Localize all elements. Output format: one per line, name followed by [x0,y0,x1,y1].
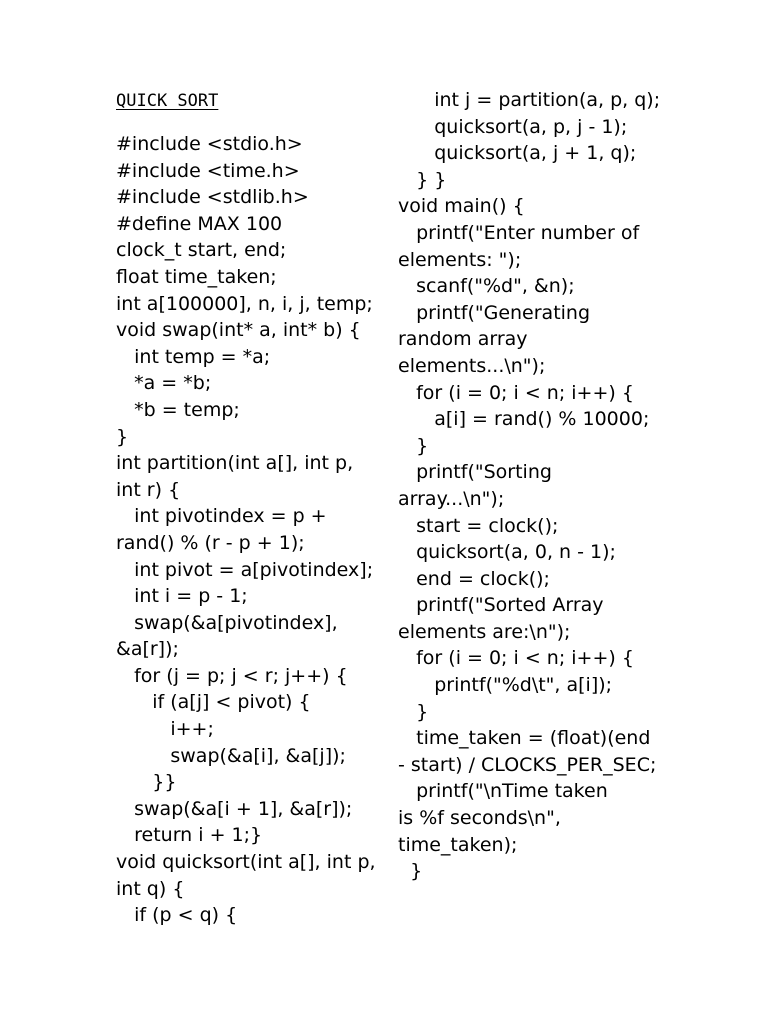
code-line: } } [398,168,447,191]
code-line: #include <stdio.h> [116,133,303,155]
code-line: #include <time.h> [116,159,300,182]
code-line: return i + 1;} [116,824,263,847]
code-line: int r) { [116,478,181,501]
document-title: QUICK SORT [116,91,219,111]
code-line: void quicksort(int a[], int p, [116,851,376,874]
code-line: } [398,860,423,883]
code-line: for (i = 0; i < n; i++) { [398,647,634,670]
code-line: float time_taken; [116,265,277,288]
code-line: a[i] = rand() % 10000; [398,408,650,431]
code-line: int pivot = a[pivotindex]; [116,558,374,581]
code-line: quicksort(a, j + 1, q); [398,142,637,165]
code-line: } [398,700,429,723]
code-line: #define MAX 100 [116,212,283,235]
code-line: quicksort(a, p, j - 1); [398,115,628,138]
code-line: end = clock(); [398,567,550,590]
code-line: for (j = p; j < r; j++) { [116,664,348,687]
code-line: swap(&a[i + 1], &a[r]); [116,797,353,820]
code-line: is %f seconds\n", [398,807,561,830]
code-line: start = clock(); [398,514,559,537]
code-line: elements: "); [398,248,522,271]
code-line: printf("Generating [398,301,591,324]
code-line: scanf("%d", &n); [398,275,575,298]
code-line: int i = p - 1; [116,585,248,608]
code-line: printf("Sorting [398,461,552,484]
code-line: time_taken); [398,833,518,856]
code-line: if (p < q) { [116,904,238,927]
code-column-left [116,131,396,929]
code-line: quicksort(a, 0, n - 1); [398,541,616,564]
code-line: clock_t start, end; [116,239,287,262]
code-line: printf("Enter number of [398,221,640,244]
code-line: } [398,434,429,457]
code-column-right [398,87,698,885]
code-line: int j = partition(a, p, q); [398,89,661,111]
code-line: rand() % (r - p + 1); [116,531,305,554]
code-line: time_taken = (float)(end [398,727,651,750]
code-line: int temp = *a; [116,345,271,368]
code-line: elements...\n"); [398,354,546,377]
code-line: int partition(int a[], int p, [116,452,354,475]
code-line: void swap(int* a, int* b) { [116,319,361,342]
code-line: #include <stdlib.h> [116,186,309,209]
code-line: elements are:\n"); [398,620,571,643]
code-line: swap(&a[pivotindex], [116,611,338,634]
code-line: printf("Sorted Array [398,594,604,617]
code-line: swap(&a[i], &a[j]); [116,744,346,767]
code-line: printf("%d\t", a[i]); [398,674,613,697]
code-line: i++; [116,718,214,741]
code-line: }} [116,771,177,794]
code-line: random array [398,328,528,351]
code-line: *a = *b; [116,372,212,395]
code-line: int a[100000], n, i, j, temp; [116,292,373,315]
code-line: void main() { [398,195,525,218]
code-line: array...\n"); [398,487,505,510]
code-line: for (i = 0; i < n; i++) { [398,381,634,404]
code-line: printf("\nTime taken [398,780,608,803]
code-line: if (a[j] < pivot) { [116,691,311,714]
code-line: int q) { [116,877,185,900]
code-line: } [116,425,129,448]
code-line: &a[r]); [116,638,179,661]
code-line: - start) / CLOCKS_PER_SEC; [398,753,657,776]
code-line: int pivotindex = p + [116,505,327,528]
code-line: *b = temp; [116,398,240,421]
